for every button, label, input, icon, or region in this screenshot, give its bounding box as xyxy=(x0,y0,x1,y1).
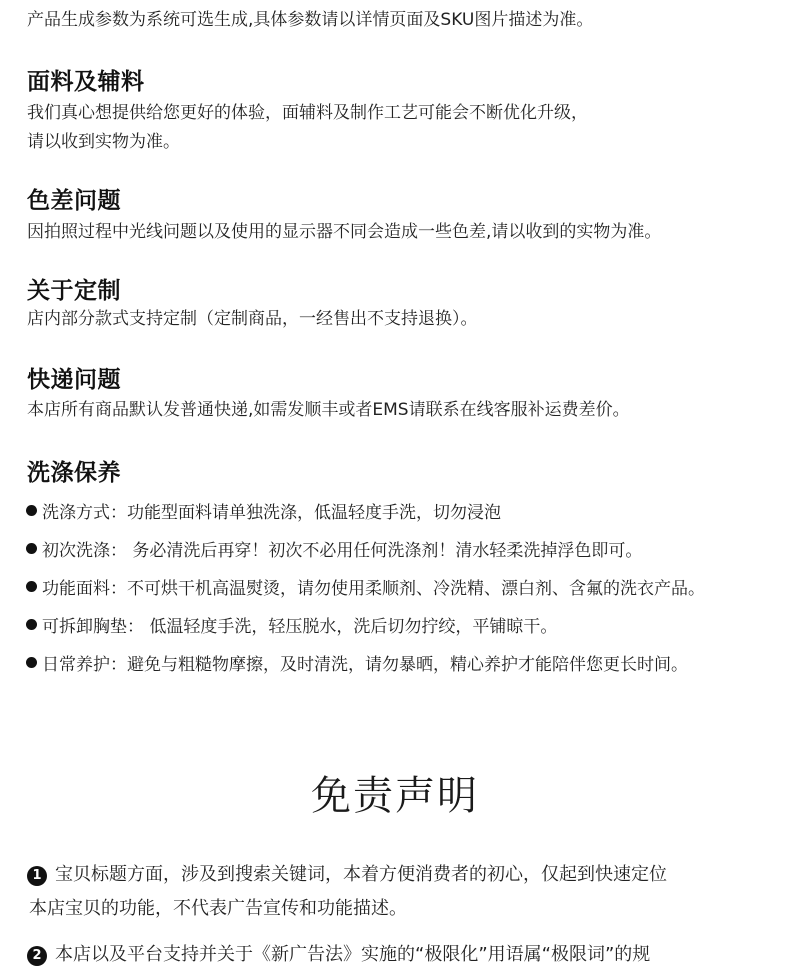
section-heading-shipping: 快递问题 xyxy=(27,367,121,393)
bullet-icon xyxy=(26,581,37,592)
disclaimer-item-2-line-1: 本店以及平台支持并关于《新广告法》实施的“极限化”用语属“极限词”的规 xyxy=(55,944,651,965)
disclaimer-title: 免责声明 xyxy=(311,773,479,819)
care-item-text: 日常养护：避免与粗糙物摩擦，及时清洗，请勿暴晒，精心养护才能陪伴您更长时间。 xyxy=(42,655,688,675)
care-item-text: 功能面料：不可烘干机高温熨烫，请勿使用柔顺剂、冷洗精、漂白剂、含氟的洗衣产品。 xyxy=(42,579,705,599)
section-text-shipping: 本店所有商品默认发普通快递,如需发顺丰或者EMS请联系在线客服补运费差价。 xyxy=(27,400,630,420)
care-item xyxy=(26,498,501,523)
disclaimer-item-1-line-2: 本店宝贝的功能，不代表广告宣传和功能描述。 xyxy=(29,898,407,919)
intro-text: 产品生成参数为系统可选生成,具体参数请以详情页面及SKU图片描述为准。 xyxy=(27,10,594,30)
bullet-icon xyxy=(26,657,37,668)
section-text-custom: 店内部分款式支持定制（定制商品，一经售出不支持退换）。 xyxy=(27,309,478,329)
care-item xyxy=(26,536,642,561)
care-item-text: 可拆卸胸垫： 低温轻度手洗，轻压脱水，洗后切勿拧绞，平铺晾干。 xyxy=(42,617,558,637)
section-heading-custom: 关于定制 xyxy=(27,278,121,304)
care-item xyxy=(26,574,705,599)
section-heading-fabric: 面料及辅料 xyxy=(27,69,145,95)
care-item xyxy=(26,612,557,637)
number-1-icon: 1 xyxy=(27,866,47,886)
number-2-icon: 2 xyxy=(27,946,47,966)
section-text-fabric-2: 请以收到实物为准。 xyxy=(27,132,180,152)
care-item xyxy=(26,650,688,675)
section-heading-color: 色差问题 xyxy=(27,188,121,214)
section-text-color: 因拍照过程中光线问题以及使用的显示器不同会造成一些色差,请以收到的实物为准。 xyxy=(27,222,662,242)
disclaimer-item-2 xyxy=(27,938,650,972)
bullet-icon xyxy=(26,619,37,630)
section-text-fabric-1: 我们真心想提供给您更好的体验，面辅料及制作工艺可能会不断优化升级， xyxy=(27,103,588,123)
disclaimer-item-1 xyxy=(27,858,667,892)
bullet-icon xyxy=(26,543,37,554)
bullet-icon xyxy=(26,505,37,516)
care-item-text: 洗涤方式：功能型面料请单独洗涤，低温轻度手洗，切勿浸泡 xyxy=(42,503,501,523)
disclaimer-item-1-line-1: 宝贝标题方面，涉及到搜索关键词，本着方便消费者的初心，仅起到快速定位 xyxy=(55,864,667,885)
section-heading-care: 洗涤保养 xyxy=(27,460,121,486)
care-item-text: 初次洗涤： 务必清洗后再穿！初次不必用任何洗涤剂！清水轻柔洗掉浮色即可。 xyxy=(42,541,643,561)
